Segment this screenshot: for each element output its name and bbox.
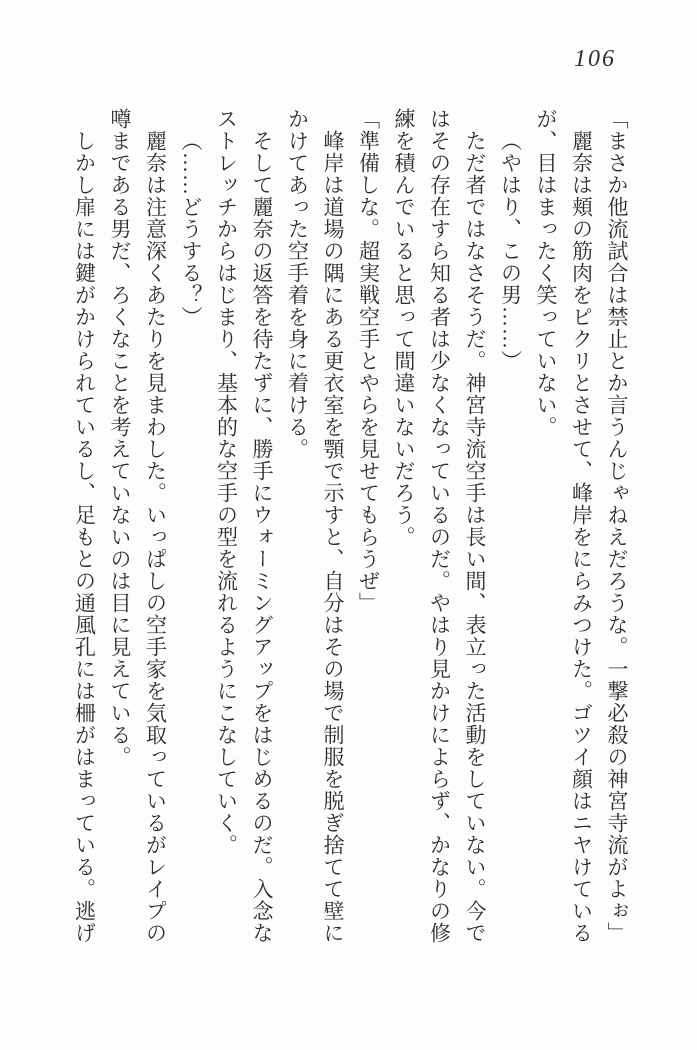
paragraph-dialogue: 「まさか他流試合は禁止とか言うんじゃねえだろうな。一撃必殺の神宮寺流がよぉ」 <box>605 108 629 944</box>
paragraph-narration: 麗奈は注意深くあたりを見まわした。いっぱしの空手家を気取っているがレイプの噂まである男だ、ろくなことを考えていないのは目に見えている。 <box>108 108 168 944</box>
page-number: 106 <box>574 46 616 72</box>
paragraph-thought: （……どうする？） <box>179 130 203 328</box>
vertical-text-block <box>66 108 634 946</box>
paragraph-narration: ただ者ではなさそうだ。神宮寺流空手は長い間、表立った活動をしていない。今ではその存在すら知る者は少なくなっているのだ。やはり見かけによらず、かなりの修練を積んでいると思って間違いないだろう。 <box>392 108 487 944</box>
paragraph-dialogue: 「準備しな。超実戦空手とやらを見せてもらうぜ」 <box>356 108 381 614</box>
paragraph-thought: （やはり、この男……） <box>498 130 523 372</box>
paragraph-narration: 峰岸は道場の隅にある更衣室を顎で示すと、自分はその場で制服を脱ぎ捨てて壁にかけてあった空手着を身に着ける。 <box>285 108 345 944</box>
paragraph-narration: 麗奈は頬の筋肉をピクリとさせて、峰岸をにらみつけた。ゴツイ顔はニヤけているが、目はまったく笑っていない。 <box>534 108 594 944</box>
paragraph-narration: そして麗奈の返答を待たずに、勝手にウォーミングアップをはじめるのだ。入念なストレッチからはじまり、基本的な空手の型を流れるようにこなしていく。 <box>214 108 274 944</box>
paragraph-narration: しかし扉には鍵がかけられているし、足もとの通風孔には柵がはまっている。逃げ <box>72 130 97 944</box>
